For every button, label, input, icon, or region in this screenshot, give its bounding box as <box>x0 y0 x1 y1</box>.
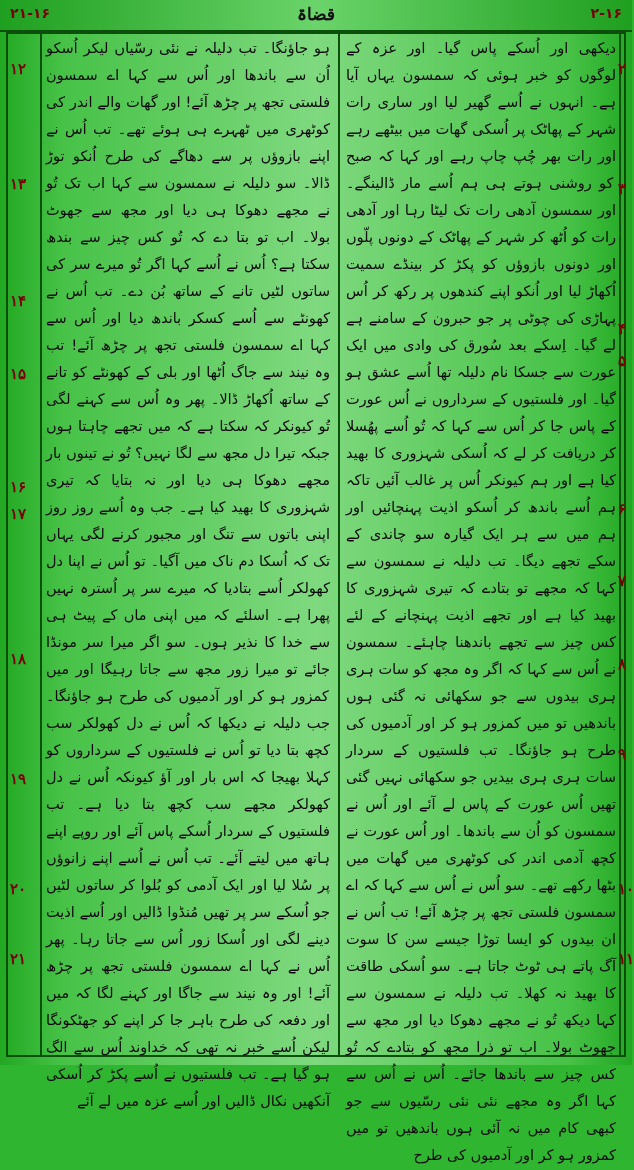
verse-number: ۳ <box>618 182 627 198</box>
verse-text: تب اُس نے کھونٹے سے اُسے کسکر باندھ دیا اور اُس سے کہا اے سمسون فلستی تجھ پر چڑھ آئے! تب وہ نیند سے جاگ اُٹھا اور بلی کے کھونٹے کو تانے کے ساتھ اُکھاڑ ڈالا۔ <box>46 284 331 408</box>
verse-text: اور فلستیوں کے سرداروں نے اُس عورت کے پاس جا کر اُس سے کہا کہ تُو اُسے پھُسلا کر دریافت کر لے کہ اُسکی شہزوری کا بھید کیا ہے اور ہم کیونکر اُس پر غالب آئیں تاکہ ہم اُسے باندھ کر اُسکو اذیت پہنچائیں اور ہم میں سے ہر ایک گیارہ سو چاندی کے سکے تجھے دیگا۔ <box>346 392 616 570</box>
verse-number: ۱۶ <box>10 480 27 496</box>
verse-text: تب اُس نے اُسے اپنے زانوؤں پر سُلا لیا اور ایک آدمی کو بُلوا کر ساتوں لٹیں جو اُسکے سر پر تھیں مُنڈوا ڈالیں اور اُسے اذیت دینے لگی اور اُسکا زور اُس سے جاتا رہا۔ <box>46 851 330 948</box>
verse-text: اور اُس عورت نے کچھ آدمی اندر کی کوٹھری میں گھات میں بٹھا رکھے تھے۔ سو اُس نے اُس سے کہا کہ اے سمسون فلستی تجھ پر چڑھ آئے! تب اُس نے ان بیدوں کو ایسا توڑا جیسے سن کا سوت آگ پاتے ہی ٹوٹ جاتا ہے۔ سو اُسکی طاقت کا بھید نہ کھلا۔ <box>346 824 616 1002</box>
verse-number: ۱۵ <box>10 367 27 383</box>
verse-text: تب دلیلہ نے سمسون سے کہا دیکھ تُو نے مجھے دھوکا دیا اور مجھ سے جھوٹ بولا۔ اب تو ذرا مجھ کو بتادے کہ تُو کس چیز سے باندھا جائے۔ <box>346 986 616 1083</box>
verse-number: ۲ <box>618 62 627 78</box>
verse-number: ۲۱ <box>10 952 27 968</box>
verse-text: سمسون نے اُس سے کہا کہ اگر وہ مجھ کو سات ہری ہری بیدوں سے جو سکھائی نہ گئی ہوں باندھیں تو میں کمزور ہو کر اور آدمیوں کی طرح ہو جاؤنگا۔ <box>346 635 616 759</box>
verse-text: اور سمسون آدھی رات تک لیٹا رہا اور آدھی رات کو اُٹھ کر شہر کے پھاٹک کے دونوں پلّوں اور دونوں بازوؤں کو پکڑ کر بینڈے سمیت اُکھاڑ لیا اور اُنکو اپنے کندھوں پر رکھ کر اُس پہاڑی کی چوٹی پر جو حبرون کے سامنے ہے لے گیا۔ <box>346 203 616 354</box>
chapter-ref-right: ۲-۱۶ <box>590 6 622 22</box>
verse-number: ۱۱ <box>618 952 634 968</box>
verse-text: جب وہ اُسے روز روز اپنی باتوں سے تنگ اور مجبور کرنے لگی یہاں تک کہ اُسکا دم ناک میں آگیا۔ <box>46 500 330 570</box>
verse-number: ۱۷ <box>10 507 27 523</box>
verse-text: تو اُس نے اپنا دل کھولکر اُسے بتادیا کہ میرے سر پر اُسترہ نہیں پھرا ہے۔ اسلئے کہ میں اپنی ماں کے پیٹ ہی سے خدا کا نذیر ہوں۔ سو اگر میرا سر مونڈا جائے تو میرا زور مجھ سے جاتا رہیگا اور میں کمزور ہو کر اور آدمیوں کی طرح ہو جاؤنگا۔ <box>46 554 330 705</box>
verse-number: ۶ <box>618 502 627 518</box>
left-margin-divider <box>40 32 42 1057</box>
verse-number: ۴ <box>618 322 627 338</box>
verse-text: اِسکے بعد سُورق کی وادی میں ایک عورت سے جسکا نام دلیلہ تھا اُسے عشق ہو گیا۔ <box>346 338 616 408</box>
verse-number: ۱۰ <box>618 882 634 898</box>
verse-number: ۱۳ <box>10 177 27 193</box>
verse-text: پھر وہ اُس سے کہنے لگی تُو کیونکر کہ سکتا ہے کہ میں تجھے چاہتا ہوں جبکہ تیرا دل مجھ سے لگا نہیں؟ تُو نے تینوں بار مجھے دھوکا ہی دیا اور نہ بتایا کہ تیری شہزوری کا بھید کیا ہے۔ <box>46 392 330 516</box>
header-bar <box>0 0 632 32</box>
verse-number: ۱۸ <box>10 652 27 668</box>
book-title: قضاۃ <box>296 5 335 25</box>
verse-text: تب فلستیوں کے سردار سات ہری ہری بیدیں جو سکھائی نہیں گئی تھیں اُس عورت کے پاس لے آئے اور اُس نے سمسون کو اُن سے باندھا۔ <box>346 743 616 840</box>
verse-number: ۸ <box>618 657 627 673</box>
right-column <box>346 36 616 1164</box>
verse-number: ۲۰ <box>10 882 27 898</box>
verse-text: تب فلستیوں نے اُسے پکڑ کر اُسکی آنکھیں نکال ڈالیں اور اُسے عزہ میں لے آئے <box>46 1067 330 1110</box>
verse-number: ۱۹ <box>10 772 27 788</box>
verse-text: تب دلیلہ نے نئی رسّیاں لیکر اُسکو اُن سے باندھا اور اُس سے کہا اے سمسون فلستی تجھ پر چڑھ آئے! اور گھات والے اندر کی کوٹھری میں ٹھہرے ہی ہوئے تھے۔ تب اُس نے اپنے بازوؤں پر سے دھاگے کی طرح اُنکو توڑ ڈالا۔ <box>46 41 330 192</box>
left-column <box>46 36 331 1110</box>
verse-text: پھر اُس نے کہا اے سمسون فلستی تجھ پر چڑھ آئے! اور وہ نیند سے جاگا اور کہنے لگا کہ میں اور دفعہ کی طرح باہر جا کر اپنے کو جھٹکونگا لیکن اُسے خبر نہ تھی کہ خداوند اُس سے الگ ہو گیا ہے۔ <box>46 932 330 1083</box>
verse-number: ۹ <box>618 747 627 763</box>
verse-text: اُس نے اُس سے کہا اگر وہ مجھے نئی نئی رسّیوں سے جو کبھی کام میں نہ آئی ہوں باندھیں تو میں کمزور ہو کر اور آدمیوں کی طرح <box>346 1067 616 1164</box>
verse-text: سو دلیلہ نے سمسون سے کہا اب تک تُو نے مجھے دھوکا ہی دیا اور مجھ سے جھوٹ بولا۔ اب تو بتا دے کہ تُو کس چیز سے بندھ سکتا ہے؟ اُس نے اُسے کہا اگر تُو میرے سر کی ساتوں لٹیں تانے کے ساتھ بُن دے۔ <box>46 176 330 300</box>
verse-number: ۷ <box>618 574 627 590</box>
column-divider <box>338 32 340 1057</box>
chapter-ref-left: ۲۱-۱۶ <box>10 6 50 22</box>
verse-number: ۵ <box>618 354 627 370</box>
verse-text: دیکھی اور اُسکے پاس گیا۔ اور عزہ کے لوگوں کو خبر ہوئی کہ سمسون یہاں آیا ہے۔ انہوں نے اُسے گھیر لیا اور ساری رات شہر کے پھاٹک پر اُسکی گھات میں بیٹھے رہے اور رات بھر چُپ چاپ رہے اور کہا کہ صبح کو روشنی ہوتے ہی ہم اُسے مار ڈالینگے۔ <box>346 41 616 192</box>
verse-number: ۱۲ <box>10 62 27 78</box>
verse-text: جب دلیلہ نے دیکھا کہ اُس نے دل کھولکر سب کچھ بتا دیا تو اُس نے فلستیوں کے سرداروں کو کہلا بھیجا کہ اس بار اور آؤ کیونکہ اُس نے دل کھولکر مجھے سب کچھ بتا دیا ہے۔ تب فلستیوں کے سردار اُسکے پاس آئے اور روپے اپنے ہاتھ میں لیتے آئے۔ <box>46 716 330 867</box>
verse-text: تب دلیلہ نے سمسون سے کہا کہ مجھے تو بتادے کہ تیری شہزوری کا بھید کیا ہے اور تجھے اذیت پہنچانے کے لئے کس چیز سے تجھے باندھنا چاہئے۔ <box>346 554 616 651</box>
verse-text: ہو جاؤنگا۔ <box>256 41 330 57</box>
verse-number: ۱۴ <box>10 294 27 310</box>
